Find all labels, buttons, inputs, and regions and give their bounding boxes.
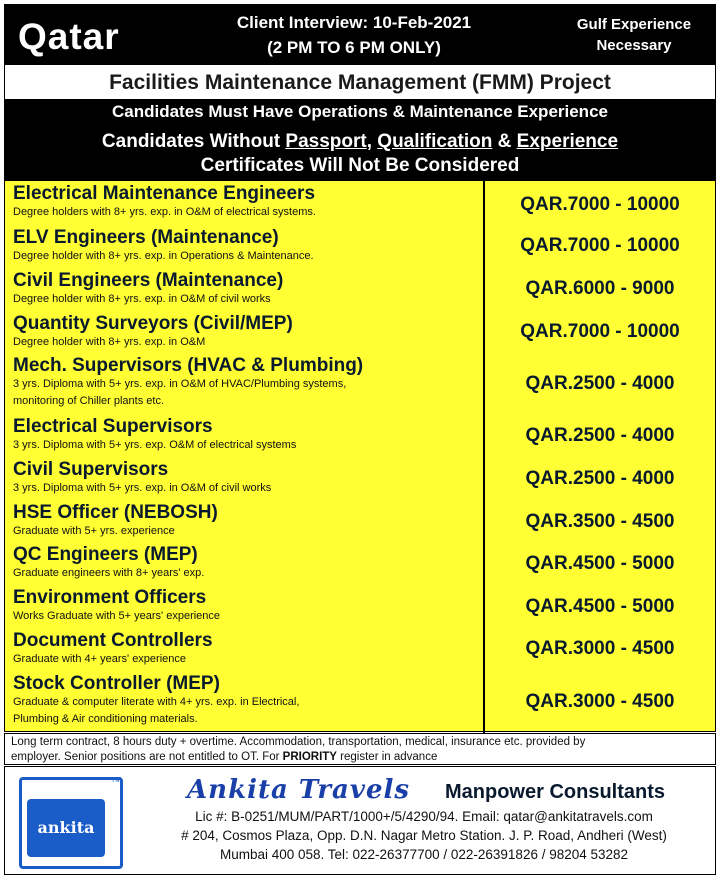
- job-title: Electrical Supervisors: [13, 416, 213, 437]
- agency-block: [4, 766, 716, 875]
- agency-brand-name: Ankita Travels: [187, 775, 411, 805]
- job-salary: QAR.6000 - 9000: [525, 278, 675, 299]
- job-item: [13, 673, 479, 728]
- job-item: [13, 544, 479, 582]
- terms-suffix: register in advance: [336, 751, 438, 763]
- job-title: Quantity Surveyors (Civil/MEP): [13, 313, 293, 334]
- job-salary: QAR.3500 - 4500: [525, 511, 675, 532]
- req-passport: Passport: [285, 131, 367, 152]
- country-title: Qatar: [18, 16, 120, 57]
- requirement-line-3: Certificates Will Not Be Considered: [200, 155, 520, 176]
- job-description: Graduate engineers with 8+ years' exp.: [13, 567, 205, 579]
- job-description: 3 yrs. Diploma with 5+ yrs. exp. O&M of electrical systems: [13, 439, 297, 451]
- job-item: [13, 416, 479, 454]
- license-email: Lic #: B-0251/MUM/PART/1000+/5/4290/94. Email: qatar@ankitatravels.com: [195, 809, 653, 824]
- job-salary: QAR.7000 - 10000: [520, 235, 680, 256]
- interview-time: (2 PM TO 6 PM ONLY): [267, 38, 441, 57]
- job-description: Degree holder with 8+ yrs. exp. in O&M: [13, 336, 206, 348]
- job-description: 3 yrs. Diploma with 5+ yrs. exp. in O&M of civil works: [13, 482, 272, 494]
- job-title: HSE Officer (NEBOSH): [13, 502, 218, 523]
- job-title: Document Controllers: [13, 630, 213, 651]
- trademark: TM: [111, 777, 122, 784]
- logo-text: ankita: [27, 799, 105, 857]
- job-salary: QAR.2500 - 4000: [525, 373, 675, 394]
- job-description: Graduate & computer literate with 4+ yrs. exp. in Electrical,: [13, 696, 300, 708]
- job-item: [13, 355, 479, 410]
- job-title: Civil Engineers (Maintenance): [13, 270, 284, 291]
- req-comma: ,: [366, 131, 378, 152]
- job-description: Works Graduate with 5+ years' experience: [13, 610, 221, 622]
- gulf-line-1: Gulf Experience: [576, 16, 692, 33]
- job-title: Electrical Maintenance Engineers: [13, 183, 316, 204]
- job-description: 3 yrs. Diploma with 5+ yrs. exp. in O&M of HVAC/Plumbing systems,: [13, 378, 347, 390]
- terms-prefix: employer. Senior positions are not entitled to OT. For: [11, 751, 283, 763]
- job-salary: QAR.2500 - 4000: [525, 468, 675, 489]
- job-item: [13, 502, 479, 540]
- terms-line-2: [11, 750, 709, 765]
- job-description: Graduate with 5+ yrs. experience: [13, 525, 175, 537]
- job-salary: QAR.4500 - 5000: [525, 553, 675, 574]
- terms-priority: PRIORITY: [282, 751, 337, 763]
- req-qualification: Qualification: [377, 131, 493, 152]
- job-title: Environment Officers: [13, 587, 207, 608]
- interview-info: [184, 10, 524, 60]
- terms-line-1: Long term contract, 8 hours duty + overtime. Accommodation, transportation, medical, insurance etc. provided by: [11, 736, 586, 748]
- header-bar: [4, 4, 716, 64]
- gulf-experience-note: [552, 14, 716, 56]
- job-salary: QAR.3000 - 4500: [525, 638, 675, 659]
- req-experience: Experience: [516, 131, 619, 152]
- job-salary: QAR.4500 - 5000: [525, 596, 675, 617]
- interview-date: Client Interview: 10-Feb-2021: [236, 13, 472, 32]
- project-title: Facilities Maintenance Management (FMM) Project: [4, 64, 716, 100]
- requirement-line-2: [4, 130, 716, 154]
- address-line-2: Mumbai 400 058. Tel: 022-26377700 / 022-26391826 / 98204 53282: [219, 847, 629, 862]
- job-item: [13, 630, 479, 668]
- agency-contact: [135, 807, 713, 864]
- ankita-logo: [15, 773, 127, 871]
- job-item: [13, 313, 479, 351]
- job-item: [13, 270, 479, 308]
- gulf-line-2: Necessary: [596, 37, 672, 54]
- job-title: QC Engineers (MEP): [13, 544, 198, 565]
- job-description: Degree holder with 8+ yrs. exp. in Operations & Maintenance.: [13, 250, 314, 262]
- job-title: ELV Engineers (Maintenance): [13, 227, 279, 248]
- job-salary: QAR.2500 - 4000: [525, 425, 675, 446]
- job-description-cont: monitoring of Chiller plants etc.: [13, 395, 165, 407]
- job-salary: QAR.7000 - 10000: [520, 321, 680, 342]
- job-description-cont: Plumbing & Air conditioning materials.: [13, 713, 198, 725]
- requirements-box: [4, 100, 716, 180]
- job-title: Stock Controller (MEP): [13, 673, 220, 694]
- agency-tagline: Manpower Consultants: [445, 781, 666, 803]
- job-description: Graduate with 4+ years' experience: [13, 653, 187, 665]
- job-item: [13, 459, 479, 497]
- job-salary: QAR.3000 - 4500: [525, 691, 675, 712]
- job-salary: QAR.7000 - 10000: [520, 194, 680, 215]
- address-line-1: # 204, Cosmos Plaza, Opp. D.N. Nagar Metro Station. J. P. Road, Andheri (West): [181, 828, 667, 843]
- req-prefix: Candidates Without: [101, 131, 286, 152]
- job-description: Degree holders with 8+ yrs. exp. in O&M of electrical systems.: [13, 206, 316, 218]
- job-title: Mech. Supervisors (HVAC & Plumbing): [13, 355, 364, 376]
- job-description: Degree holder with 8+ yrs. exp. in O&M of civil works: [13, 293, 271, 305]
- req-amp: &: [492, 131, 517, 152]
- terms-note: [4, 733, 716, 765]
- job-title: Civil Supervisors: [13, 459, 169, 480]
- job-listing: [4, 180, 716, 732]
- requirement-line-1: Candidates Must Have Operations & Maintenance Experience: [112, 102, 608, 121]
- job-item: [13, 183, 479, 221]
- job-item: [13, 587, 479, 625]
- job-item: [13, 227, 479, 265]
